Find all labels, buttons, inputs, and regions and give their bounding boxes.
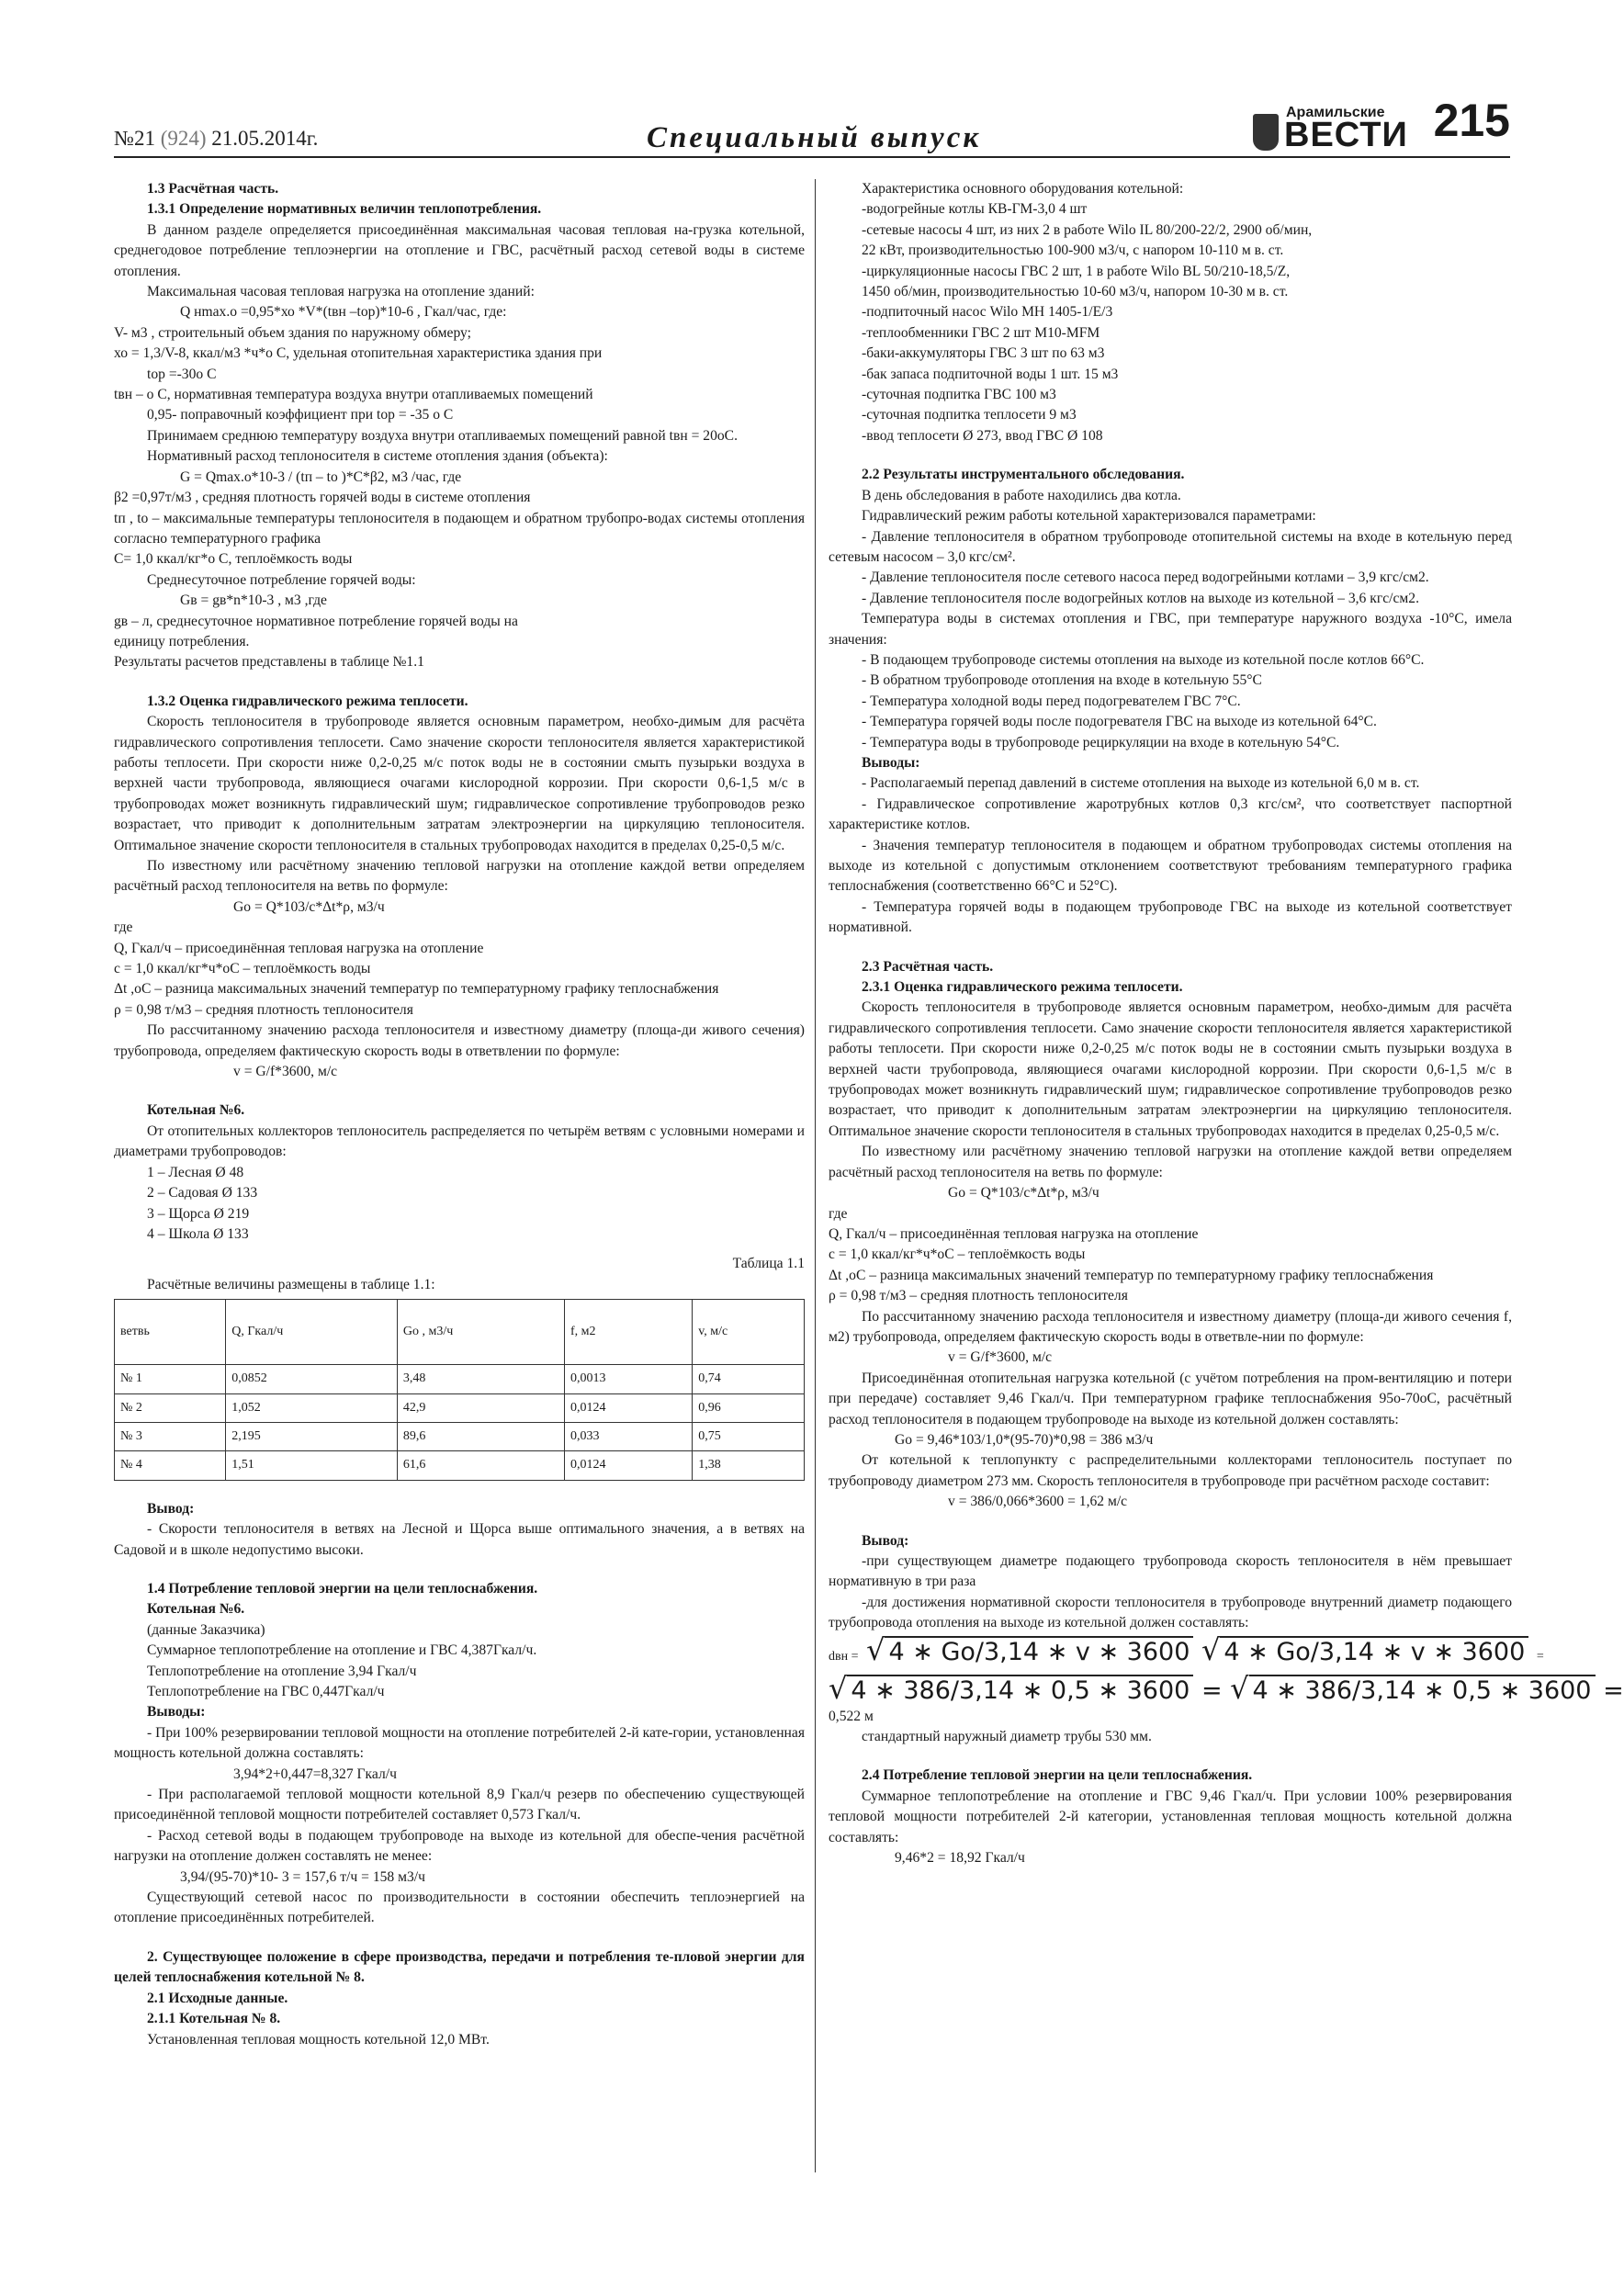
formula-line: 9,46*2 = 18,92 Гкал/ч <box>895 1850 1025 1867</box>
page-header <box>114 92 1510 158</box>
column-divider <box>815 179 816 2172</box>
section-title: Специальный выпуск <box>647 121 982 154</box>
heading: 2.3.1 Оценка гидравлического режима теплосети. <box>862 979 1183 996</box>
table-cell: 42,9 <box>397 1393 564 1422</box>
paragraph: По рассчитанному значению расхода теплоносителя и известному диаметру (площа-ди живого сечения) трубопровода, определяем фактическую скорость воды в ответвлении по формуле: <box>114 1022 805 1059</box>
list-item: -бак запаса подпиточной воды 1 шт. 15 м3 <box>862 366 1119 382</box>
text-line: Теплопотребление на отопление 3,94 Гкал/ч <box>147 1663 417 1679</box>
paragraph: - Значения температур теплоносителя в подающем и обратном трубопроводах системы отопления на выходе из котельной с допустимым отклонением соответствуют требованиям температурного графика теплоснабжения (соответственно 66°С и 52°С). <box>829 837 1512 895</box>
table-cell: № 3 <box>115 1422 226 1450</box>
formula-line: 3,94*2+0,447=8,327 Гкал/ч <box>233 1766 397 1782</box>
formula-radicand: 4 ∗ Go/3,14 ∗ v ∗ 3600 <box>1220 1636 1528 1666</box>
text-line: Расчётные величины размещены в таблице 1.1: <box>147 1276 435 1292</box>
table-cell: 3,48 <box>397 1365 564 1393</box>
text-line: β2 =0,97т/м3 , средняя плотность горячей воды в системе отопления <box>114 490 531 506</box>
issue-date: 21.05.2014г. <box>211 127 319 150</box>
table-header-cell: Q, Гкал/ч <box>226 1300 398 1365</box>
results-table <box>114 1299 805 1481</box>
paragraph: -для достижения нормативной скорости теплоносителя в трубопроводе внутренний диаметр подающего трубопровода отопления на выходе из котельной должен составлять: <box>829 1594 1512 1631</box>
table-header-row <box>115 1300 805 1365</box>
table-row <box>115 1393 805 1422</box>
paragraph: - При располагаемой тепловой мощности котельной 8,9 Гкал/ч резерв по обеспечению существующей присоединённой тепловой мощности потребителей составляет 0,573 Гкал/ч. <box>114 1787 805 1823</box>
formula-radicand: 4 ∗ 386/3,14 ∗ 0,5 ∗ 3600 <box>847 1675 1193 1705</box>
paragraph: - Давление теплоносителя в обратном трубопроводе отопительной системы на входе в котельную перед сетевым насосом – 3,0 кгс/см². <box>829 528 1512 565</box>
text-line: top =-30o C <box>147 366 217 382</box>
list-item: 2 – Садовая Ø 133 <box>147 1185 258 1202</box>
formula-line: v = 386/0,066*3600 = 1,62 м/с <box>948 1494 1128 1510</box>
formula-line: Go = 9,46*103/1,0*(95-70)*0,98 = 386 м3/ч <box>895 1431 1154 1448</box>
paragraph: По известному или расчётному значению тепловой нагрузки на отопление каждой ветви определяем расчётный расход теплоносителя на ветвь по формуле: <box>114 858 805 895</box>
text-line: (данные Заказчика) <box>147 1621 265 1638</box>
list-item: -водогрейные котлы КВ-ГМ-3,0 4 шт <box>862 201 1088 218</box>
paragraph: По рассчитанному значению расхода теплоносителя и известному диаметру (площа-ди живого сечения f, м2) трубопровода, определяем фактическую скорость воды в ответвле-нии по формуле: <box>829 1308 1512 1345</box>
table-cell: № 2 <box>115 1393 226 1422</box>
paragraph: - Расход сетевой воды в подающем трубопроводе на выходе из котельной для обеспе-чения расчётной нагрузки на отопление должен составлять не менее: <box>114 1827 805 1865</box>
list-item: 1 – Лесная Ø 48 <box>147 1164 244 1180</box>
table-header-cell: Go , м3/ч <box>397 1300 564 1365</box>
formula-line: Gв = gв*n*10-3 , м3 ,где <box>180 592 327 609</box>
heading: 2. Существующее положение в сфере производства, передачи и потребления те-пловой энергии для целей теплоснабжения котельной № 8. <box>114 1948 805 1986</box>
logo-big-text: ВЕСТИ <box>1284 116 1408 154</box>
issue-info <box>114 127 318 151</box>
issue-number: №21 <box>114 127 155 150</box>
left-column <box>114 179 805 2050</box>
text-line: ρ = 0,98 т/м3 – средняя плотность теплоносителя <box>829 1288 1128 1304</box>
table-cell: 0,0013 <box>565 1365 693 1393</box>
paragraph: - Давление теплоносителя после сетевого насоса перед водогрейными котлами – 3,9 кгс/см2. <box>862 570 1429 586</box>
paragraph: Суммарное теплопотребление на отопление и ГВС 9,46 Гкал/ч. При условии 100% резервирования тепловой мощности потребителей 2-й категории, установленная тепловая мощность котельной должна составлять: <box>829 1788 1512 1845</box>
table-cell: 0,0124 <box>565 1451 693 1480</box>
diameter-formula-line2: √ 4 ∗ 386/3,14 ∗ 0,5 ∗ 3600 = √ 4 ∗ 386/3,14 ∗ 0,5 ∗ 3600 = <box>829 1670 1624 1706</box>
formula-line: Q нmax.o =0,95*хо *V*(tвн –top)*10-6 , Гкал/час, где: <box>180 304 507 321</box>
table-cell: 0,033 <box>565 1422 693 1450</box>
heading: 2.1.1 Котельная № 8. <box>147 2011 281 2027</box>
paragraph: Существующий сетевой насос по производительности в состоянии обеспечить теплоэнергией на отопление присоединённых потребителей. <box>114 1890 805 1926</box>
heading: Вывод: <box>147 1500 195 1517</box>
text-line: - Температура горячей воды после подогревателя ГВС на выходе из котельной 64°С. <box>862 714 1377 730</box>
text-line: gв – л, среднесуточное нормативное потребление горячей воды на <box>114 613 518 629</box>
paragraph: В данном разделе определяется присоединённая максимальная часовая тепловая на-грузка котельной, среднегодовое потребление теплоэнергии на отопление и ГВС, расчётный расход сетевой воды в системе отопления. <box>114 221 805 279</box>
formula-dvn-label: dвн = <box>829 1649 859 1664</box>
heading: Котельная №6. <box>147 1601 245 1618</box>
text-line: где <box>829 1205 848 1222</box>
text-line: - В обратном трубопроводе отопления на входе в котельную 55°С <box>862 672 1262 689</box>
paragraph: По известному или расчётному значению тепловой нагрузки на отопление каждой ветви определяем расчётный расход теплоносителя на ветвь по формуле: <box>829 1144 1512 1180</box>
page-number: 215 <box>1433 95 1510 146</box>
formula-equals: = <box>1536 1649 1544 1664</box>
list-item: 4 – Школа Ø 133 <box>147 1225 249 1242</box>
text-line: Среднесуточное потребление горячей воды: <box>147 571 416 588</box>
paragraph: -при существующем диаметре подающего трубопровода скорость теплоносителя в нём превышает нормативную в три раза <box>829 1553 1512 1590</box>
text-line: Характеристика основного оборудования котельной: <box>862 181 1184 197</box>
text-line: - Температура воды в трубопроводе рециркуляции на входе в котельную 54°С. <box>862 734 1340 750</box>
heading: 1.4 Потребление тепловой энергии на цели теплоснабжения. <box>147 1580 538 1596</box>
text-line: c = 1,0 ккал/кг*ч*оС – теплоёмкость воды <box>114 961 371 977</box>
paragraph: - Скорости теплоносителя в ветвях на Лесной и Щорса выше оптимального значения, а в ветвях на Садовой и в школе недопустимо высоки. <box>114 1521 805 1558</box>
paragraph: - Гидравлическое сопротивление жаротрубных котлов 0,3 кгс/см², что соответствует паспортной характеристике котлов. <box>829 795 1512 833</box>
paragraph: Температура воды в системах отопления и ГВС, при температуре наружного воздуха -10°С, имела значения: <box>829 611 1512 648</box>
text-line: Установленная тепловая мощность котельной 12,0 МВт. <box>147 2031 490 2048</box>
table-row <box>115 1451 805 1480</box>
heading: 1.3.1 Определение нормативных величин теплопотребления. <box>147 201 542 218</box>
paragraph: tп , tо – максимальные температуры теплоносителя в подающем и обратном трубопро-водах системы отопления согласно температурного графика <box>114 510 805 547</box>
diameter-formula-line1: dвн = √ 4 ∗ Go/3,14 ∗ v ∗ 3600 √ 4 ∗ Go/3,14 ∗ v ∗ 3600 = <box>829 1631 1544 1667</box>
paragraph: Присоединённая отопительная нагрузка котельной (с учётом потребления на пром-вентиляцию и потери при передаче) составляет 9,46 Гкал/ч. При температурном графике теплоснабжения 95о-70оС, расчётный расход теплоносителя в подающем трубопроводе на выходе из котельной должен составлять: <box>829 1370 1512 1427</box>
paragraph: Максимальная часовая тепловая нагрузка на отопление зданий: <box>147 284 535 300</box>
table-cell: 2,195 <box>226 1422 398 1450</box>
text-line: V- м3 , строительный объем здания по наружному обмеру; <box>114 324 471 341</box>
table-cell: 0,75 <box>693 1422 805 1450</box>
paragraph: - Давление теплоносителя после водогрейных котлов на выходе из котельной – 3,6 кгс/см2. <box>862 590 1419 606</box>
heading: 2.4 Потребление тепловой энергии на цели теплоснабжения. <box>862 1767 1253 1784</box>
table-caption: Таблица 1.1 <box>732 1256 805 1272</box>
formula-line: 3,94/(95-70)*10- 3 = 157,6 т/ч = 158 м3/ч <box>180 1868 425 1885</box>
paragraph: Δt ,оС – разница максимальных значений температур по температурному графику теплоснабжения <box>829 1267 1434 1283</box>
list-item: 22 кВт, производительностью 100-900 м3/ч, с напором 10-110 м в. ст. <box>862 243 1284 259</box>
text-line: единицу потребления. <box>114 633 250 649</box>
text-line: хо = 1,3/V-8, ккал/м3 *ч*о С, удельная отопительная характеристика здания при <box>114 345 603 362</box>
table-cell: 0,96 <box>693 1393 805 1422</box>
text-line: С= 1,0 ккал/кг*о С, теплоёмкость воды <box>114 551 353 568</box>
text-line: Q, Гкал/ч – присоединённая тепловая нагрузка на отопление <box>114 940 484 956</box>
text-line: В день обследования в работе находились два котла. <box>862 487 1181 503</box>
text-line: c = 1,0 ккал/кг*ч*оС – теплоёмкость воды <box>829 1247 1086 1263</box>
list-item: -ввод теплосети Ø 273, ввод ГВС Ø 108 <box>862 427 1103 444</box>
text-line: Результаты расчетов представлены в таблице №1.1 <box>114 654 424 671</box>
formula-radicand: 4 ∗ Go/3,14 ∗ v ∗ 3600 <box>885 1636 1193 1666</box>
paragraph: Δt ,оС – разница максимальных значений температур по температурному графику теплоснабжения <box>114 981 719 998</box>
paragraph: Скорость теплоносителя в трубопроводе является основным параметром, необхо-димым для расчёта гидравлического сопротивления теплосети. Само значение скорости теплоносителя является характеристикой работы теплосети. При скорости ниже 0,2-0,25 м/с поток воды не в состоянии смыть пузырьки воздуха в верхней части трубопровода, являющиеся очагами кислородной коррозии. При скорости 0,6-1,5 м/с в трубопроводах может возникнуть гидравлический шум; гидравлическое сопротивление трубопроводов резко возрастает, что приводит к дополнительным затратам электроэнергии на циркуляцию теплоносителя. Оптимальное значение скорости теплоносителя в стальных трубопроводах находится в пределах 0,25-0,5 м/с. <box>114 714 805 853</box>
text-line: 0,95- поправочный коэффициент при top = -35 о С <box>147 407 454 423</box>
list-item: 3 – Щорса Ø 219 <box>147 1205 250 1222</box>
list-item: -циркуляционные насосы ГВС 2 шт, 1 в работе Wilo BL 50/210-18,5/Z, <box>862 263 1291 279</box>
table-row <box>115 1422 805 1450</box>
text-line: Гидравлический режим работы котельной характеризовался параметрами: <box>862 508 1316 525</box>
list-item: -сетевые насосы 4 шт, из них 2 в работе Wilo IL 80/200-22/2, 2900 об/мин, <box>862 221 1313 238</box>
text-line: ρ = 0,98 т/м3 – средняя плотность теплоносителя <box>114 1001 413 1018</box>
list-item: -баки-аккумуляторы ГВС 3 шт по 63 м3 <box>862 345 1105 362</box>
right-column <box>829 179 1624 1868</box>
text-line: стандартный наружный диаметр трубы 530 мм. <box>862 1729 1152 1745</box>
heading: Вывод: <box>862 1532 909 1549</box>
table-cell: 0,74 <box>693 1365 805 1393</box>
table-cell: 1,51 <box>226 1451 398 1480</box>
formula-line: Go = Q*103/c*Δt*ρ, м3/ч <box>233 898 385 915</box>
heading: 2.1 Исходные данные. <box>147 1990 288 2006</box>
text-line: Q, Гкал/ч – присоединённая тепловая нагрузка на отопление <box>829 1225 1199 1242</box>
paragraph: Принимаем среднюю температуру воздуха внутри отапливаемых помещений равной tвн = 20оС. <box>147 427 738 444</box>
list-item: -суточная подпитка теплосети 9 м3 <box>862 407 1077 423</box>
text-line: - Температура холодной воды перед подогревателем ГВС 7°С. <box>862 693 1241 709</box>
paragraph: От котельной к теплопункту с распределительными коллекторами теплоноситель поступает по трубопроводу диаметром 273 мм. Скорость теплоносителя в трубопроводе при расчётном расходе составит: <box>829 1452 1512 1489</box>
formula-line: Go = Q*103/c*Δt*ρ, м3/ч <box>948 1185 1100 1202</box>
formula-radicand: 4 ∗ 386/3,14 ∗ 0,5 ∗ 3600 <box>1249 1675 1596 1705</box>
text-line: Теплопотребление на ГВС 0,447Гкал/ч <box>147 1684 385 1699</box>
paragraph: - В подающем трубопроводе системы отопления на выходе из котельной после котлов 66°С. <box>862 651 1425 668</box>
table-row <box>115 1365 805 1393</box>
table-header-cell: ветвь <box>115 1300 226 1365</box>
formula-line: G = Qmax.o*10-3 / (tп – tо )*С*β2, м3 /час, где <box>180 468 462 485</box>
table-header-cell: f, м2 <box>565 1300 693 1365</box>
table-cell: 89,6 <box>397 1422 564 1450</box>
text-line: Нормативный расход теплоносителя в системе отопления здания (объекта): <box>147 448 608 465</box>
list-item: -суточная подпитка ГВС 100 м3 <box>862 387 1056 403</box>
issue-total: (924) <box>160 127 207 150</box>
heading: Выводы: <box>147 1704 206 1721</box>
paragraph: - Располагаемый перепад давлений в системе отопления на выходе из котельной 6,0 м в. ст. <box>862 775 1420 792</box>
table-cell: 61,6 <box>397 1451 564 1480</box>
text-line: Суммарное теплопотребление на отопление и ГВС 4,387Гкал/ч. <box>147 1642 537 1659</box>
list-item: 1450 об/мин, производительностью 10-60 м3/ч, напором 10-30 м в. ст. <box>862 284 1289 300</box>
table-cell: № 4 <box>115 1451 226 1480</box>
heading: Котельная №6. <box>147 1102 245 1119</box>
heading: 2.2 Результаты инструментального обследования. <box>862 467 1185 483</box>
paragraph: - При 100% резервировании тепловой мощности на отопление потребителей 2-й кате-гории, установленная мощность котельной должна составлять: <box>114 1724 805 1762</box>
text-line: где <box>114 919 133 936</box>
table-cell: 1,38 <box>693 1451 805 1480</box>
table-header-cell: v, м/с <box>693 1300 805 1365</box>
table-cell: 1,052 <box>226 1393 398 1422</box>
heading: 2.3 Расчётная часть. <box>862 958 994 975</box>
text-line: 0,522 м <box>829 1708 874 1724</box>
list-item: -теплообменники ГВС 2 шт М10-MFM <box>862 324 1100 341</box>
formula-line: v = G/f*3600, м/с <box>948 1349 1053 1366</box>
heading: 1.3.2 Оценка гидравлического режима теплосети. <box>147 693 468 709</box>
newspaper-logo <box>1253 101 1418 156</box>
paragraph: Скорость теплоносителя в трубопроводе является основным параметром, необхо-димым для расчёта гидравлического сопротивления теплосети. Само значение скорости теплоносителя является характеристикой работы теплосети. При скорости ниже 0,2-0,25 м/с поток воды не в состоянии смыть пузырьки воздуха в верхней части трубопровода, являющиеся очагами кислородной коррозии. При скорости 0,6-1,5 м/с в трубопроводах может возникнуть гидравлический шум; гидравлическое сопротивление трубопроводов резко возрастает, что приводит к дополнительным затратам электроэнергии на циркуляцию теплоносителя. Оптимальное значение скорости теплоносителя в стальных трубопроводах находится в пределах 0,25-0,5 м/с. <box>829 999 1512 1139</box>
list-item: -подпиточный насос Wilo MH 1405-1/E/3 <box>862 304 1113 321</box>
paragraph: - Температура горячей воды в подающем трубопроводе ГВС на выходе из котельной соответствует нормативной. <box>829 898 1512 936</box>
heading: 1.3 Расчётная часть. <box>147 181 279 197</box>
table-cell: № 1 <box>115 1365 226 1393</box>
heading: Выводы: <box>862 754 920 771</box>
formula-line: v = G/f*3600, м/с <box>233 1064 338 1080</box>
formula-equals: = <box>1201 1675 1223 1705</box>
coat-of-arms-icon <box>1253 114 1279 151</box>
logo-small-text: Арамильские <box>1286 105 1385 120</box>
text-line: tвн – о С, нормативная температура воздуха внутри отапливаемых помещений <box>114 387 593 403</box>
table-cell: 0,0852 <box>226 1365 398 1393</box>
paragraph: От отопительных коллекторов теплоноситель распределяется по четырём ветвям с условными номерами и диаметрами трубопроводов: <box>114 1123 805 1160</box>
table-cell: 0,0124 <box>565 1393 693 1422</box>
formula-equals: = <box>1603 1675 1624 1705</box>
